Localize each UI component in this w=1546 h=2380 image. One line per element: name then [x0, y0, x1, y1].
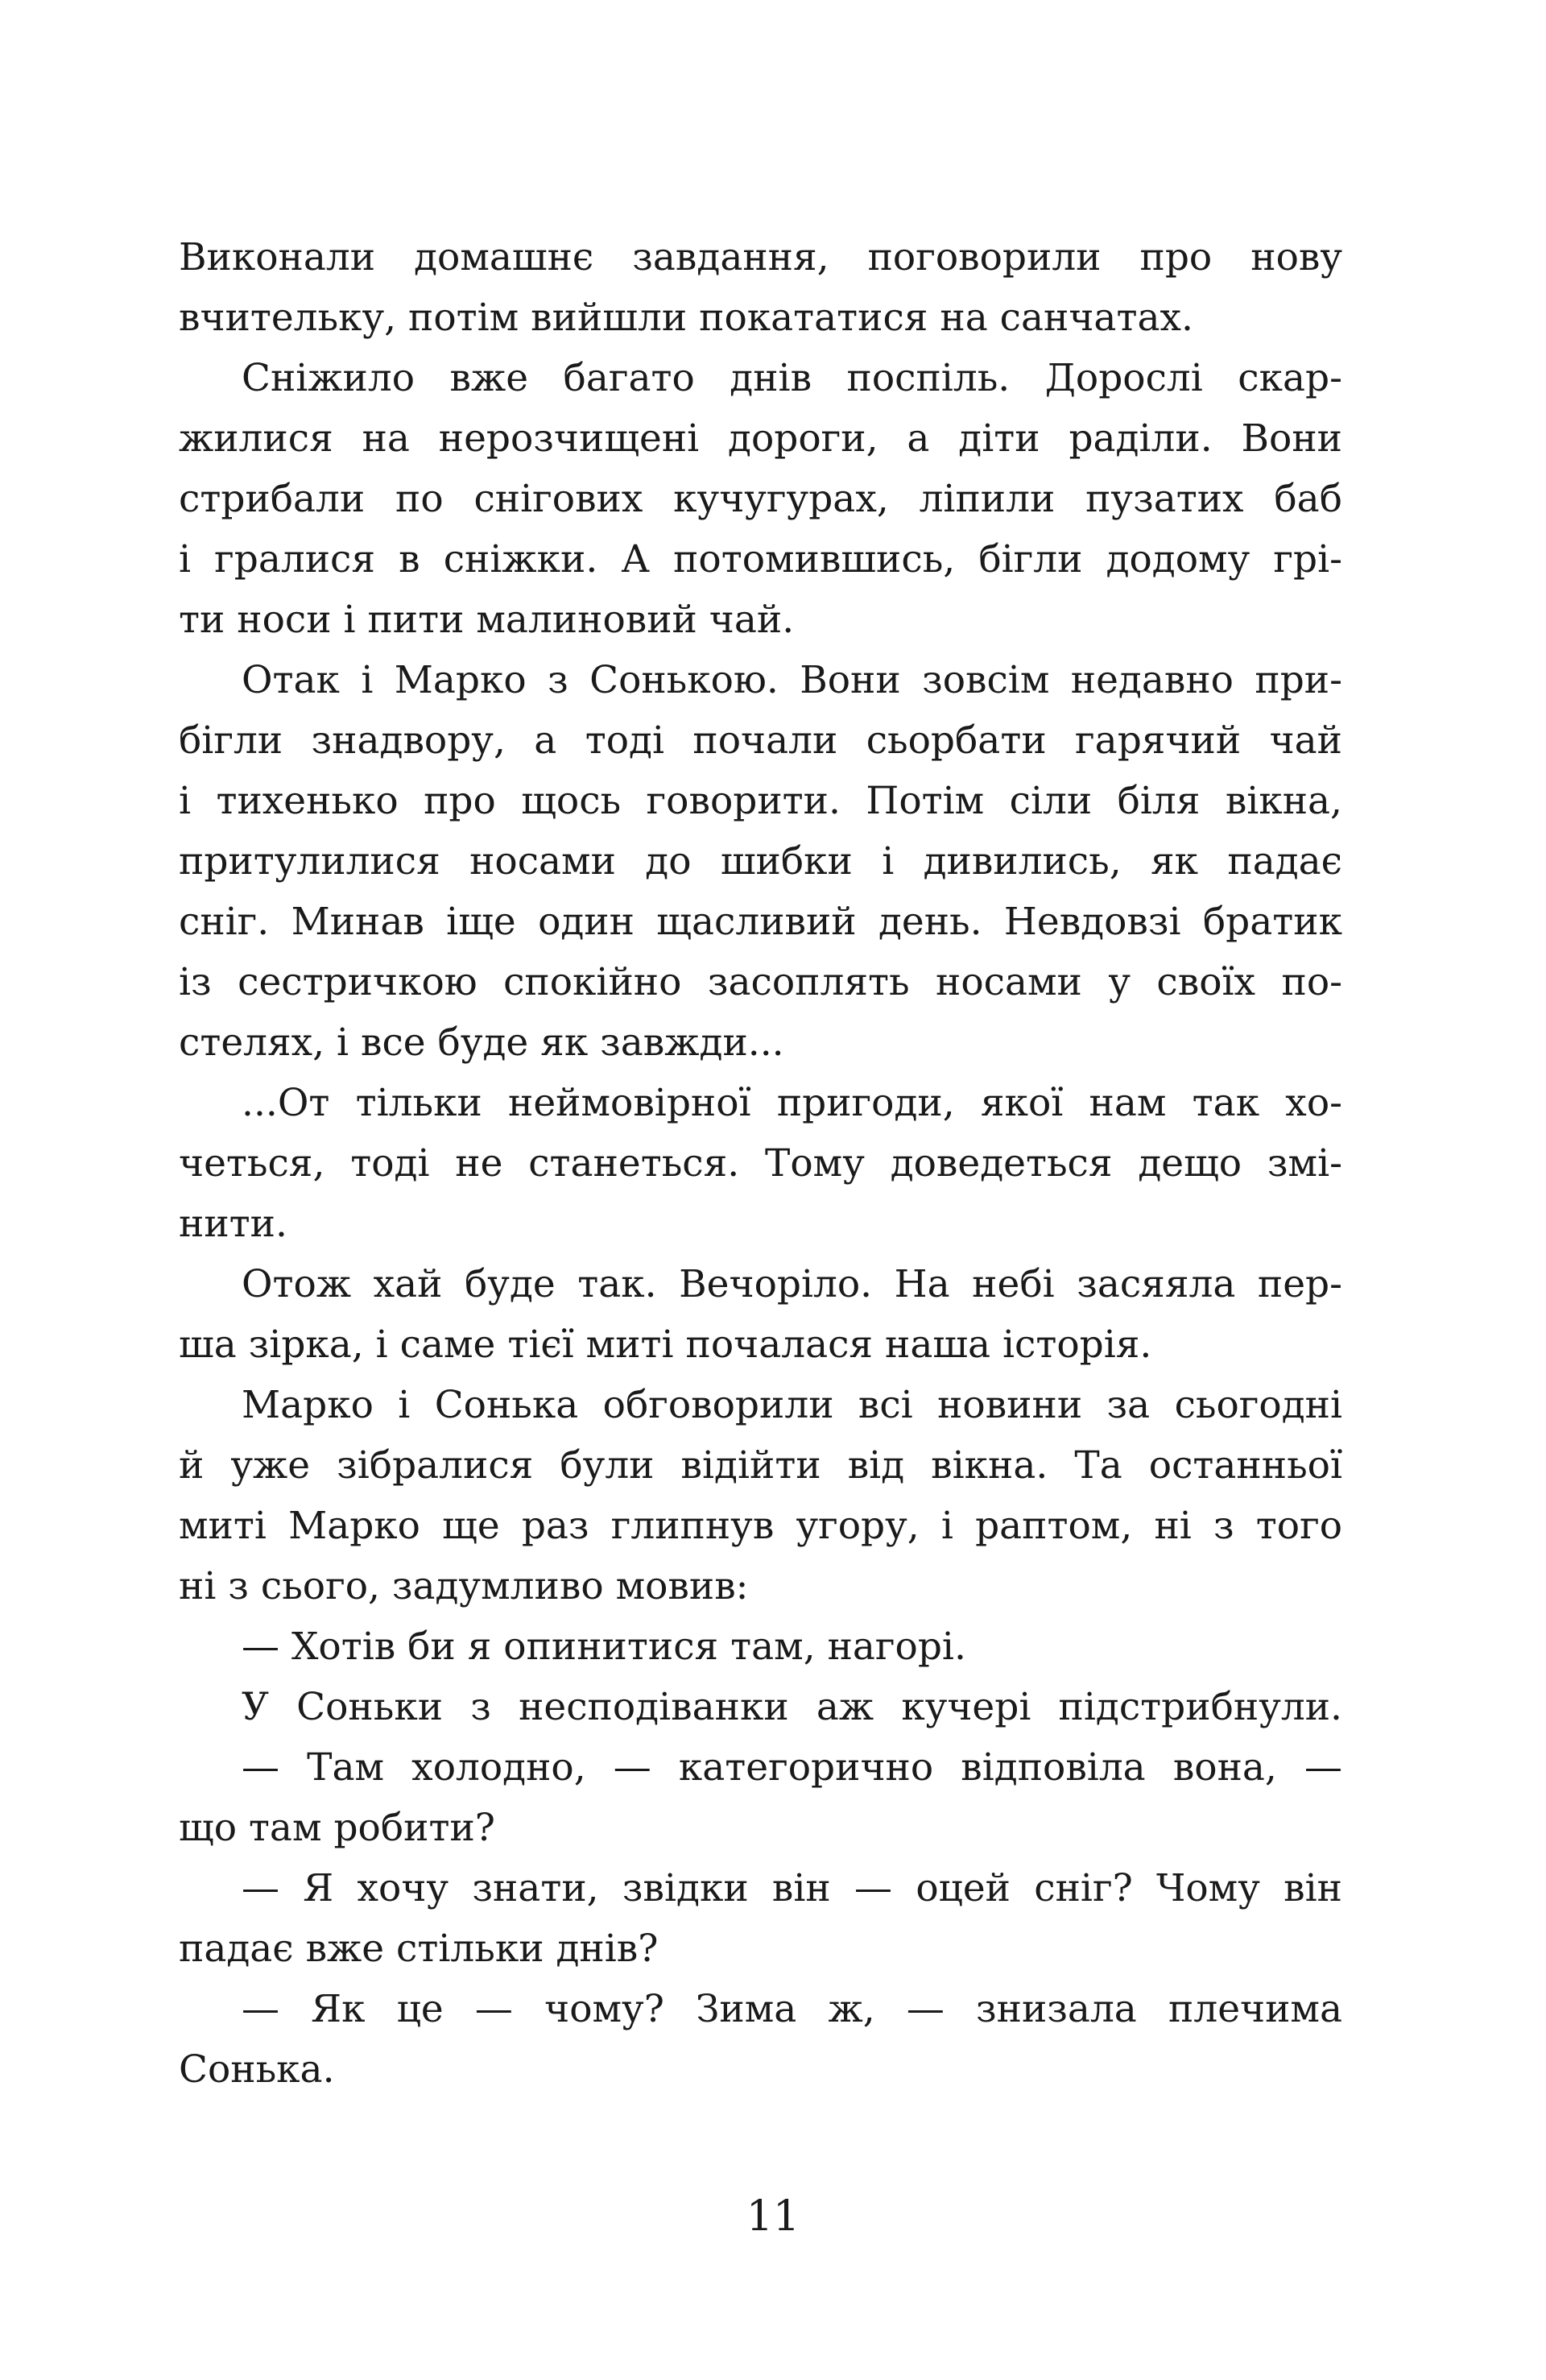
text-line: сніг. Минав іще один щасливий день. Невдовзі братик	[179, 900, 1342, 944]
text-line: миті Марко ще раз глипнув угору, і раптом, ні з того	[179, 1504, 1342, 1548]
text-line: Сонька.	[179, 2047, 335, 2092]
text-line: ти носи і пити малиновий чай.	[179, 598, 795, 642]
dialogue-paragraph	[179, 1616, 1342, 1677]
dialogue-paragraph	[179, 1737, 1342, 1858]
text-line: стрибали по снігових кучугурах, ліпили пузатих баб	[179, 477, 1342, 521]
text-line: й уже зібралися були відійти від вікна. Та останньої	[179, 1443, 1342, 1488]
text-line: Отак і Марко з Сонькою. Вони зовсім недавно при-	[242, 658, 1342, 702]
paragraph	[179, 1073, 1342, 1254]
paragraph	[179, 227, 1342, 348]
text-line: Марко і Сонька обговорили всі новини за сьогодні	[242, 1383, 1342, 1427]
text-line: падає вже стільки днів?	[179, 1927, 659, 1971]
text-line: і гралися в сніжки. А потомившись, бігли додому грі-	[179, 537, 1342, 582]
text-line: ...От тільки неймовірної пригоди, якої нам так хо-	[242, 1081, 1342, 1125]
text-line: і тихенько про щось говорити. Потім сіли біля вікна,	[179, 779, 1342, 823]
paragraph	[179, 1254, 1342, 1375]
text-line: У Соньки з несподіванки аж кучері підстрибнули.	[242, 1685, 1342, 1729]
dialogue-paragraph	[179, 1979, 1342, 2100]
text-line: із сестричкою спокійно засоплять носами у своїх по-	[179, 960, 1342, 1004]
text-line: Виконали домашнє завдання, поговорили про нову	[179, 235, 1342, 279]
text-line: Сніжило вже багато днів поспіль. Дорослі скар-	[242, 356, 1342, 400]
text-line: нити.	[179, 1202, 287, 1246]
text-line: Отож хай буде так. Вечоріло. На небі засяяла пер-	[242, 1262, 1342, 1306]
text-line: притулилися носами до шибки і дивились, як падає	[179, 839, 1342, 884]
text-line: четься, тоді не станеться. Тому доведеться дещо змі-	[179, 1141, 1342, 1186]
text-line: — Я хочу знати, звідки він — оцей сніг? Чому він	[242, 1866, 1342, 1910]
text-line: стелях, і все буде як завжди...	[179, 1020, 784, 1065]
paragraph	[179, 348, 1342, 650]
text-line: ні з сього, задумливо мовив:	[179, 1564, 749, 1608]
text-line: жилися на нерозчищені дороги, а діти раділи. Вони	[179, 416, 1342, 461]
text-line: — Як це — чому? Зима ж, — знизала плечима	[242, 1987, 1342, 2031]
body-text	[179, 227, 1342, 2100]
paragraph	[179, 650, 1342, 1073]
text-line: — Там холодно, — категорично відповіла вона, —	[242, 1745, 1342, 1790]
paragraph	[179, 1375, 1342, 1616]
dialogue-paragraph	[179, 1858, 1342, 1979]
paragraph	[179, 1677, 1342, 1737]
text-line: вчительку, потім вийшли покататися на санчатах.	[179, 296, 1193, 340]
page-number: 11	[746, 2192, 800, 2241]
text-line: що там робити?	[179, 1806, 495, 1850]
text-line: бігли знадвору, а тоді почали сьорбати гарячий чай	[179, 718, 1342, 763]
text-line: — Хотів би я опинитися там, нагорі.	[242, 1625, 966, 1669]
text-line: ша зірка, і саме тієї миті почалася наша історія.	[179, 1322, 1152, 1367]
